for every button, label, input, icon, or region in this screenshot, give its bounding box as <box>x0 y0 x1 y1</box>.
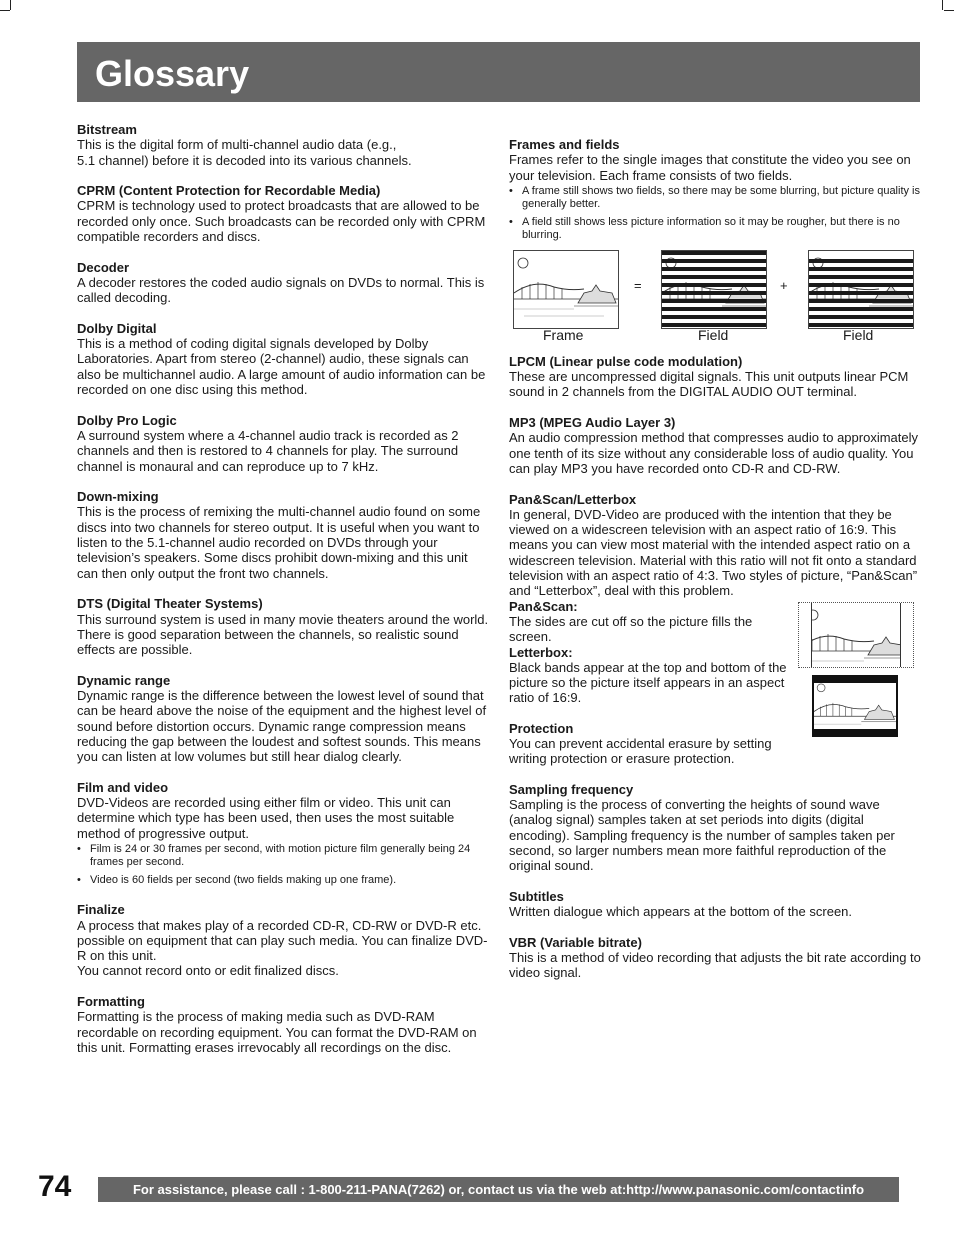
letterbox-label: Letterbox: <box>509 644 573 660</box>
letterbox-image <box>812 675 898 737</box>
term-text: This is the digital form of multi-channel audio data (e.g., 5.1 channel) before it is decoded into its various channels. <box>77 137 412 168</box>
term-title: CPRM (Content Protection for Recordable Media) <box>77 183 381 199</box>
assistance-text: For assistance, please call : 1-800-211-PANA(7262) or, contact us via the web at:http://www.panasonic.com/contactinfo <box>132 1182 865 1197</box>
term-text: A decoder restores the coded audio signals on DVDs to normal. This is called decoding. <box>77 274 485 306</box>
bullet-item: • A frame still shows two fields, so there may be some blurring, but picture quality is generally better. <box>509 185 921 211</box>
term-text: Dynamic range is the difference between the lowest level of sound that can be heard above the noise of the equipment and the highest level of sound before distortion occurs. Dynamic range compression means reducing the gap between the loudest and softest sounds. This means you can listen at low volumes but still hear dialog clearly. <box>77 687 487 765</box>
term-title: Subtitles <box>509 888 564 904</box>
term-text: In general, DVD-Video are produced with the intention that they be viewed on a widescreen television with an aspect ratio of 16:9. This means you can view most material with the intended aspect ratio on a widescreen television. Material with this ratio will not fit onto a standard television with an aspect ratio of 4:3. Two styles of picture, “Pan&Scan” and “Letterbox”, deal with this problem. <box>509 506 918 599</box>
term-title: Dolby Pro Logic <box>77 412 177 428</box>
crop-mark <box>944 10 954 11</box>
term-text: CPRM is technology used to protect broadcasts that are allowed to be recorded only once. Such broadcasts can be recorded only with CPRM compatible recorders and discs. <box>77 198 486 245</box>
term-subtitles <box>509 889 921 920</box>
field-image-1 <box>661 250 767 329</box>
term-text: This surround system is used in many movie theaters around the world. There is good separation between the channels, so realistic sound effects are possible. <box>77 611 489 658</box>
term-title: Decoder <box>77 259 130 275</box>
term-title: LPCM (Linear pulse code modulation) <box>509 353 743 369</box>
panscan-label: Pan&Scan: <box>509 598 578 614</box>
term-text: Frames refer to the single images that constitute the video you see on your television. Each frame consists of two fields. <box>509 152 911 183</box>
letterbox-description: Black bands appear at the top and bottom of the picture so the picture itself appears in an aspect ratio of 16:9. <box>509 659 787 706</box>
term-title: Down-mixing <box>77 489 159 505</box>
term-title: Dolby Digital <box>77 320 157 336</box>
footer-bar <box>98 1177 899 1202</box>
frames-fields-diagram <box>509 250 921 350</box>
term-text: Sampling is the process of converting the heights of sound wave (analog signal) samples taken at set periods into digits (digital encoding). Sampling frequency is the number of samples taken per second, so larger numbers mean more faithful reproduction of the original sound. <box>509 796 895 874</box>
term-formatting <box>77 994 490 1055</box>
bullet-item: • Film is 24 or 30 frames per second, with motion picture film generally being 24 frames per second. <box>77 843 490 869</box>
term-dolby-digital <box>77 321 490 397</box>
term-title: VBR (Variable bitrate) <box>509 934 642 950</box>
term-dts <box>77 596 490 657</box>
term-text: This is the process of remixing the multi-channel audio found on some discs into two channels for stereo output. It is useful when you want to listen to the 5.1-channel audio recorded on DVDs through your television’s speakers. Some discs prohibit down-mixing and this unit can then only output the front two channels. <box>77 504 481 581</box>
term-text: An audio compression method that compresses audio to approximately one tenth of its size without any considerable loss of audio quality. You can play MP3 you have recorded onto CD-R and CD-RW. <box>509 430 918 476</box>
term-title: Film and video <box>77 779 169 795</box>
panscan-description: The sides are cut off so the picture fills the screen. <box>509 613 753 645</box>
page-number: 74 <box>38 1170 72 1203</box>
panscan-image <box>798 602 914 668</box>
bullet-item: • A field still shows less picture information so it may be rougher, but there is no blurring. <box>509 216 921 242</box>
bullet-list <box>509 185 921 242</box>
term-down-mixing <box>77 489 490 581</box>
equals-sign: = <box>634 277 642 293</box>
term-film-and-video <box>77 780 490 887</box>
term-title: MP3 (MPEG Audio Layer 3) <box>509 415 676 431</box>
bullet-item: • Video is 60 fields per second (two fields making up one frame). <box>77 874 490 887</box>
term-frames-and-fields <box>509 137 921 350</box>
plus-sign: + <box>780 277 788 293</box>
field-image-2 <box>808 250 914 329</box>
panscan-text-block <box>509 599 791 767</box>
term-title: Frames and fields <box>509 137 620 152</box>
field-caption: Field <box>843 326 874 343</box>
term-mp3 <box>509 415 921 476</box>
term-text: This is a method of coding digital signals developed by Dolby Laboratories. Apart from stereo (2-channel) audio, these signals can also be multichannel audio. A large amount of audio information can be recorded on one disc using this method. <box>77 336 486 398</box>
header-bar <box>77 42 920 102</box>
term-title: Pan&Scan/Letterbox <box>509 491 637 507</box>
term-title: DTS (Digital Theater Systems) <box>77 596 263 612</box>
panscan-section <box>509 599 921 767</box>
term-title: Protection <box>509 720 574 736</box>
crop-mark <box>10 0 11 10</box>
term-text: A process that makes play of a recorded CD-R, CD-RW or DVD-R etc. possible on equipment that can play such media. You can finalize DVD-R on this unit. You cannot record onto or edit finalized discs. <box>77 917 488 979</box>
term-text: Written dialogue which appears at the bottom of the screen. <box>509 903 853 919</box>
frame-caption: Frame <box>543 326 584 343</box>
page-title: Glossary <box>95 53 250 94</box>
term-title: Formatting <box>77 994 145 1010</box>
term-text: DVD-Videos are recorded using either film or video. This unit can determine which type has been used, then uses the most suitable method of progressive output. <box>77 795 455 841</box>
term-title: Finalize <box>77 902 125 918</box>
term-text: A surround system where a 4-channel audio track is recorded as 2 channels and then is restored to 4 channels for play. The surround channel is monaural and can reproduce up to 7 kHz. <box>77 427 459 474</box>
term-sampling-frequency <box>509 782 921 874</box>
term-text: You can prevent accidental erasure by setting writing protection or erasure protection. <box>509 736 772 767</box>
frame-image <box>513 250 619 329</box>
term-decoder <box>77 260 490 306</box>
term-finalize <box>77 902 490 978</box>
term-text: These are uncompressed digital signals. This unit outputs linear PCM sound in 2 channels from the DIGITAL AUDIO OUT terminal. <box>509 369 909 400</box>
term-lpcm <box>509 354 921 400</box>
term-dolby-pro-logic <box>77 413 490 474</box>
crop-mark <box>942 0 943 10</box>
term-title: Dynamic range <box>77 672 171 688</box>
term-vbr <box>509 935 921 981</box>
term-title: Bitstream <box>77 122 137 137</box>
crop-mark <box>0 10 10 11</box>
term-text: This is a method of video recording that adjusts the bit rate according to video signal. <box>509 949 921 981</box>
term-panscan-letterbox <box>509 492 921 599</box>
term-dynamic-range <box>77 673 490 765</box>
right-column <box>509 137 921 996</box>
term-cprm <box>77 183 490 244</box>
term-title: Sampling frequency <box>509 781 634 797</box>
term-text: Formatting is the process of making media such as DVD-RAM recordable on recording equipment. You can format the DVD-RAM on this unit. Formatting erases irrevocably all recordings on the disc. <box>77 1009 477 1055</box>
field-caption: Field <box>698 326 729 343</box>
bullet-list <box>77 843 490 887</box>
term-bitstream <box>77 122 490 168</box>
left-column <box>77 122 490 1071</box>
